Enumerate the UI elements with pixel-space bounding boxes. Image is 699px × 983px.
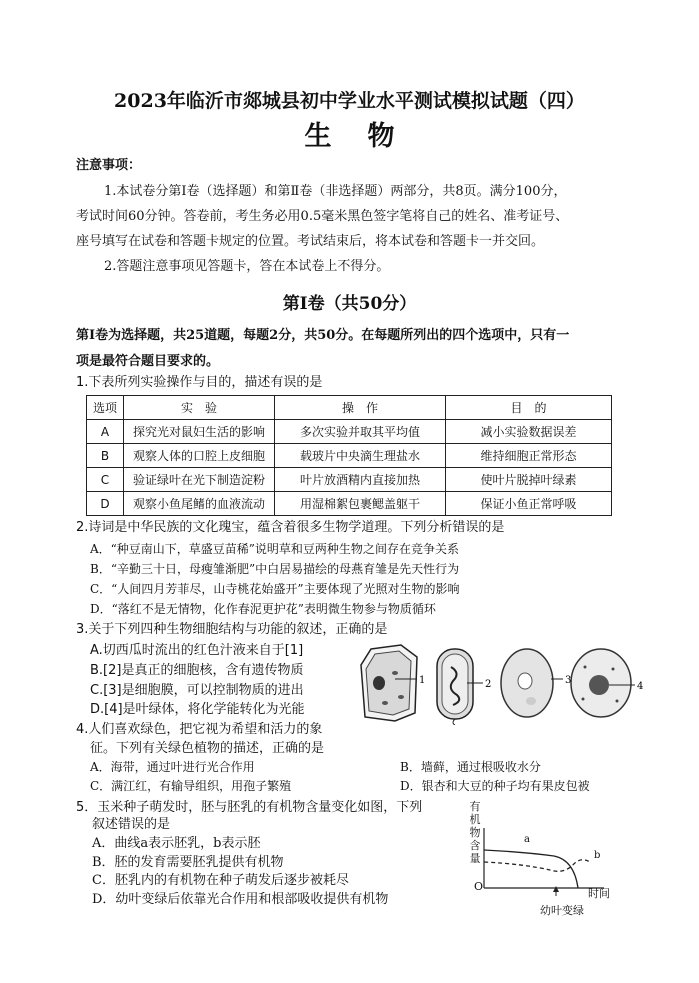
curve-a xyxy=(484,850,578,888)
table-cell: 载玻片中央滴生理盐水 xyxy=(275,444,446,468)
q5-graph-xlabel: 时间 xyxy=(588,887,610,900)
q2-stem: 2.诗词是中华民族的文化瑰宝，蕴含着很多生物学道理。下列分析错误的是 xyxy=(76,520,505,535)
q4-option-d: D．银杏和大豆的种子均有果皮包被 xyxy=(400,779,590,793)
table-header-cell: 选项 xyxy=(87,396,124,420)
q3-cell-figures xyxy=(355,643,645,725)
table-cell: 维持细胞正常形态 xyxy=(446,444,612,468)
ylabel-char: 物 xyxy=(469,826,481,839)
animal-cell-figure xyxy=(571,649,643,717)
cell-label: 1 xyxy=(419,675,426,686)
table-cell: 使叶片脱掉叶绿素 xyxy=(446,468,612,492)
cell-label: 4 xyxy=(637,681,644,692)
table-cell: 观察人体的口腔上皮细胞 xyxy=(124,444,275,468)
table-cell: 减小实验数据误差 xyxy=(446,420,612,444)
q3-stem: 3.关于下列四种生物细胞结构与功能的叙述，正确的是 xyxy=(76,622,388,637)
q4-stem-line2: 征。下列有关绿色植物的描述，正确的是 xyxy=(90,741,325,756)
curve-b xyxy=(484,860,590,872)
table-cell: 叶片放酒精内直接加热 xyxy=(275,468,446,492)
q5-option-a: A．曲线a表示胚乳，b表示胚 xyxy=(92,836,261,851)
cell-label: 2 xyxy=(485,679,492,690)
ylabel-char: 机 xyxy=(469,813,481,826)
q5-option-d: D．幼叶变绿后依靠光合作用和根部吸收提供有机物 xyxy=(92,892,389,907)
subject-title: 生物 xyxy=(304,121,431,152)
q5-option-c: C．胚乳内的有机物在种子萌发后逐步被耗尽 xyxy=(92,873,349,888)
cell-label: 3 xyxy=(565,675,572,686)
q2-option-b: B．“辛勤三十日，母瘦雏渐肥”中白居易描绘的母燕育雏是先天性行为 xyxy=(90,562,460,576)
q2-option-a: A．“种豆南山下，草盛豆苗稀”说明草和豆两种生物之间存在竞争关系 xyxy=(90,542,459,556)
q4-option-b: B．墙藓，通过根吸收水分 xyxy=(400,760,541,774)
q3-option-a: A.切西瓜时流出的红色汁液来自于[1] xyxy=(90,643,304,658)
q5-curve-b-label: b xyxy=(594,850,601,861)
table-row xyxy=(87,492,612,516)
notice-item1-line3: 座号填写在试卷和答题卡规定的位置。考试结束后，将本试卷和答题卡一并交回。 xyxy=(76,234,545,249)
notice-item1-line2: 考试时间60分钟。答卷前，考生务必用0.5毫米黑色签字笔将自己的姓名、准考证号、 xyxy=(76,209,569,224)
table-header-cell: 目 的 xyxy=(446,396,612,420)
ylabel-char: 含 xyxy=(469,839,481,852)
q1-stem: 1.下表所列实验操作与目的，描述有误的是 xyxy=(76,375,323,390)
section1-intro-line1: 第Ⅰ卷为选择题，共25道题，每题2分，共50分。在每题所列出的四个选项中，只有一 xyxy=(76,328,570,343)
table-header-cell: 实 验 xyxy=(124,396,275,420)
q5-graph-origin: O xyxy=(474,880,484,893)
arrow-head xyxy=(553,886,559,892)
q2-option-c: C．“人间四月芳菲尽，山寺桃花始盛开”主要体现了光照对生物的影响 xyxy=(90,582,460,596)
bacterium-figure xyxy=(437,649,491,725)
ylabel-char: 量 xyxy=(469,852,481,865)
notice-item1-line1: 1.本试卷分第Ⅰ卷（选择题）和第Ⅱ卷（非选择题）两部分，共8页。满分100分， xyxy=(104,184,567,199)
table-cell: B xyxy=(87,444,124,468)
section1-title: 第Ⅰ卷（共50分） xyxy=(282,294,417,314)
ylabel-char: 有 xyxy=(469,800,481,813)
q5-curve-a-label: a xyxy=(524,834,530,845)
notice-item2: 2.答题注意事项见答题卡，答在本试卷上不得分。 xyxy=(104,259,390,274)
table-row xyxy=(87,468,612,492)
section1-intro-line2: 项是最符合题目要求的。 xyxy=(76,354,220,369)
table-cell: 用湿棉絮包裹鳃盖躯干 xyxy=(275,492,446,516)
table-cell: 验证绿叶在光下制造淀粉 xyxy=(124,468,275,492)
q3-option-d: D.[4]是叶绿体，将化学能转化为光能 xyxy=(90,702,305,717)
table-cell: 多次实验并取其平均值 xyxy=(275,420,446,444)
q4-option-c: C．满江红，有输导组织，用孢子繁殖 xyxy=(90,779,292,793)
plant-cell-figure xyxy=(361,645,425,721)
notice-heading: 注意事项： xyxy=(76,158,142,173)
table-cell: A xyxy=(87,420,124,444)
yeast-cell-figure xyxy=(501,649,571,717)
table-header-row xyxy=(87,396,612,420)
table-cell: 观察小鱼尾鳍的血液流动 xyxy=(124,492,275,516)
q5-stem-line1: 5．玉米种子萌发时，胚与胚乳的有机物含量变化如图，下列 xyxy=(76,800,423,815)
q5-option-b: B．胚的发育需要胚乳提供有机物 xyxy=(92,855,284,870)
table-header-cell: 操 作 xyxy=(275,396,446,420)
table-row xyxy=(87,444,612,468)
q4-stem-line1: 4.人们喜欢绿色，把它视为希望和活力的象 xyxy=(76,722,323,737)
q3-option-c: C.[3]是细胞膜，可以控制物质的进出 xyxy=(90,683,304,698)
exam-title: 2023年临沂市郯城县初中学业水平测试模拟试题（四） xyxy=(114,90,585,112)
table-row xyxy=(87,420,612,444)
table-cell: C xyxy=(87,468,124,492)
table-cell: 保证小鱼正常呼吸 xyxy=(446,492,612,516)
q5-arrow-label: 幼叶变绿 xyxy=(540,904,584,917)
q1-table xyxy=(86,395,612,516)
table-cell: D xyxy=(87,492,124,516)
q5-stem-line2: 叙述错误的是 xyxy=(92,817,171,832)
q2-option-d: D．“落红不是无情物，化作春泥更护花”表明微生物参与物质循环 xyxy=(90,602,436,616)
q4-option-a: A．海带，通过叶进行光合作用 xyxy=(90,760,255,774)
table-cell: 探究光对鼠妇生活的影响 xyxy=(124,420,275,444)
q3-option-b: B.[2]是真正的细胞核，含有遗传物质 xyxy=(90,663,304,678)
